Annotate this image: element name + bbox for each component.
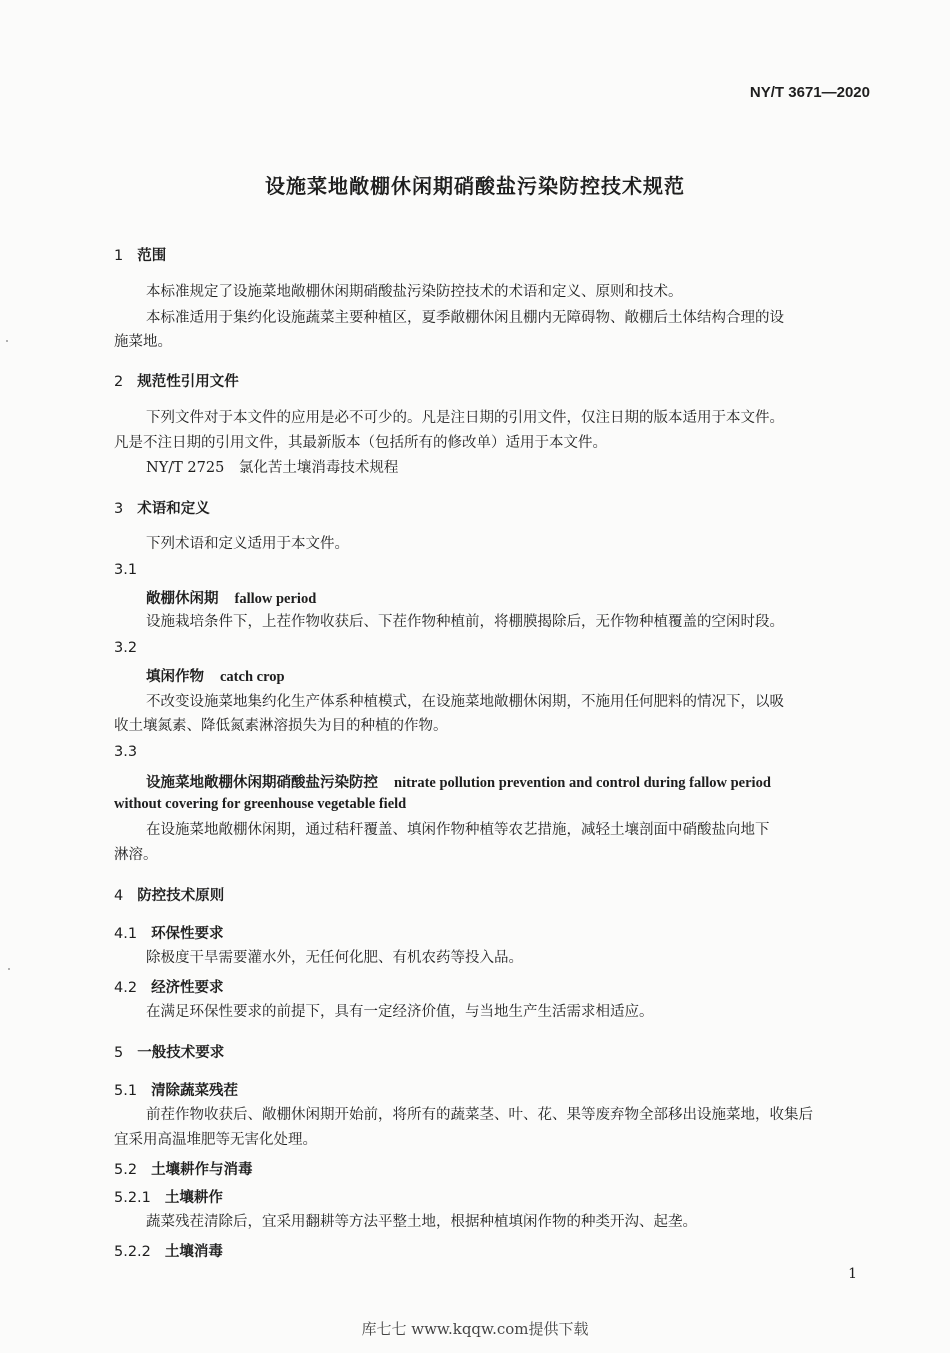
paragraph: 施菜地。 <box>114 334 172 350</box>
subsection-heading <box>114 1240 223 1261</box>
section-1-heading <box>114 244 166 265</box>
term-number: 3.3 <box>114 744 138 760</box>
download-footer: 库七七 www.kqqw.com提供下载 <box>361 1320 589 1338</box>
section-number: 1 <box>114 248 124 264</box>
page-number: 1 <box>848 1266 857 1282</box>
paragraph: 本标准适用于集约化设施蔬菜主要种植区，夏季敞棚休闲且棚内无障碍物、敞棚后土体结构合理的设 <box>146 310 784 326</box>
section-number: 4 <box>114 888 124 904</box>
term-number: 3.2 <box>114 640 138 656</box>
subsection-title: 土壤消毒 <box>164 1244 223 1260</box>
subsection-number: 5.2.1 <box>114 1190 151 1206</box>
subsection-number: 4.1 <box>114 926 138 942</box>
section-title: 规范性引用文件 <box>137 374 239 390</box>
term-number: 3.1 <box>114 562 138 578</box>
term-en: nitrate pollution prevention and control during fallow period <box>394 775 771 791</box>
subsection-heading <box>114 922 224 943</box>
section-title: 防控技术原则 <box>137 888 225 904</box>
paragraph: 下列术语和定义适用于本文件。 <box>146 536 349 552</box>
subsection-heading <box>114 1079 238 1100</box>
paragraph: 在满足环保性要求的前提下，具有一定经济价值，与当地生产生活需求相适应。 <box>146 1004 654 1020</box>
section-title: 术语和定义 <box>137 501 210 517</box>
subsection-title: 清除蔬菜残茬 <box>151 1083 239 1099</box>
term-definition: 设施栽培条件下，上茬作物收获后、下茬作物种植前，将棚膜揭除后，无作物种植覆盖的空闲时段。 <box>146 614 784 630</box>
subsection-heading <box>114 976 224 997</box>
section-5-heading <box>114 1041 224 1062</box>
term-heading <box>146 771 771 792</box>
term-definition: 在设施菜地敞棚休闲期，通过秸秆覆盖、填闲作物种植等农艺措施，减轻土壤剖面中硝酸盐向地下 <box>146 822 770 838</box>
paragraph: 凡是不注日期的引用文件，其最新版本（包括所有的修改单）适用于本文件。 <box>114 435 607 451</box>
term-zh: 敞棚休闲期 <box>146 591 219 607</box>
section-title: 范围 <box>137 248 167 264</box>
term-en: catch crop <box>220 669 285 685</box>
subsection-title: 土壤耕作与消毒 <box>151 1162 253 1178</box>
subsection-title: 环保性要求 <box>151 926 224 942</box>
section-title: 一般技术要求 <box>137 1045 225 1061</box>
subsection-title: 经济性要求 <box>151 980 224 996</box>
section-4-heading <box>114 884 224 905</box>
term-en: fallow period <box>234 591 317 607</box>
subsection-number: 4.2 <box>114 980 138 996</box>
subsection-number: 5.2.2 <box>114 1244 151 1260</box>
term-definition: 收土壤氮素、降低氮素淋溶损失为目的种植的作物。 <box>114 718 448 734</box>
term-definition: 不改变设施菜地集约化生产体系种植模式，在设施菜地敞棚休闲期，不施用任何肥料的情况下，以吸 <box>146 694 784 710</box>
paragraph: 宜采用高温堆肥等无害化处理。 <box>114 1132 317 1148</box>
scan-speck <box>8 968 10 970</box>
term-definition: 淋溶。 <box>114 847 158 863</box>
term-heading <box>146 587 316 608</box>
subsection-number: 5.1 <box>114 1083 138 1099</box>
term-zh: 填闲作物 <box>146 669 204 685</box>
subsection-heading <box>114 1158 253 1179</box>
section-number: 2 <box>114 374 124 390</box>
paragraph: 除极度干旱需要灌水外，无任何化肥、有机农药等投入品。 <box>146 950 523 966</box>
page-title: 设施菜地敞棚休闲期硝酸盐污染防控技术规范 <box>265 174 685 198</box>
paragraph: 本标准规定了设施菜地敞棚休闲期硝酸盐污染防控技术的术语和定义、原则和技术。 <box>146 284 683 300</box>
paragraph: 蔬菜残茬清除后，宜采用翻耕等方法平整土地，根据种植填闲作物的种类开沟、起垄。 <box>146 1214 697 1230</box>
section-3-heading <box>114 497 210 518</box>
section-number: 5 <box>114 1045 124 1061</box>
section-2-heading <box>114 370 239 391</box>
section-number: 3 <box>114 501 124 517</box>
subsection-heading <box>114 1186 223 1207</box>
paragraph: 下列文件对于本文件的应用是必不可少的。凡是注日期的引用文件，仅注日期的版本适用于本文件。 <box>146 410 784 426</box>
scan-speck <box>6 340 8 342</box>
term-heading <box>146 665 285 686</box>
paragraph: 前茬作物收获后、敞棚休闲期开始前，将所有的蔬菜茎、叶、花、果等废弃物全部移出设施菜地，收集后 <box>146 1107 813 1123</box>
document-code: NY/T 3671—2020 <box>749 84 870 101</box>
term-zh: 设施菜地敞棚休闲期硝酸盐污染防控 <box>146 775 378 791</box>
subsection-number: 5.2 <box>114 1162 138 1178</box>
term-en-continuation <box>114 795 406 813</box>
term-en: without covering for greenhouse vegetable field <box>114 796 407 812</box>
reference-entry: NY/T 2725 氯化苦土壤消毒技术规程 <box>146 460 399 476</box>
subsection-title: 土壤耕作 <box>164 1190 223 1206</box>
